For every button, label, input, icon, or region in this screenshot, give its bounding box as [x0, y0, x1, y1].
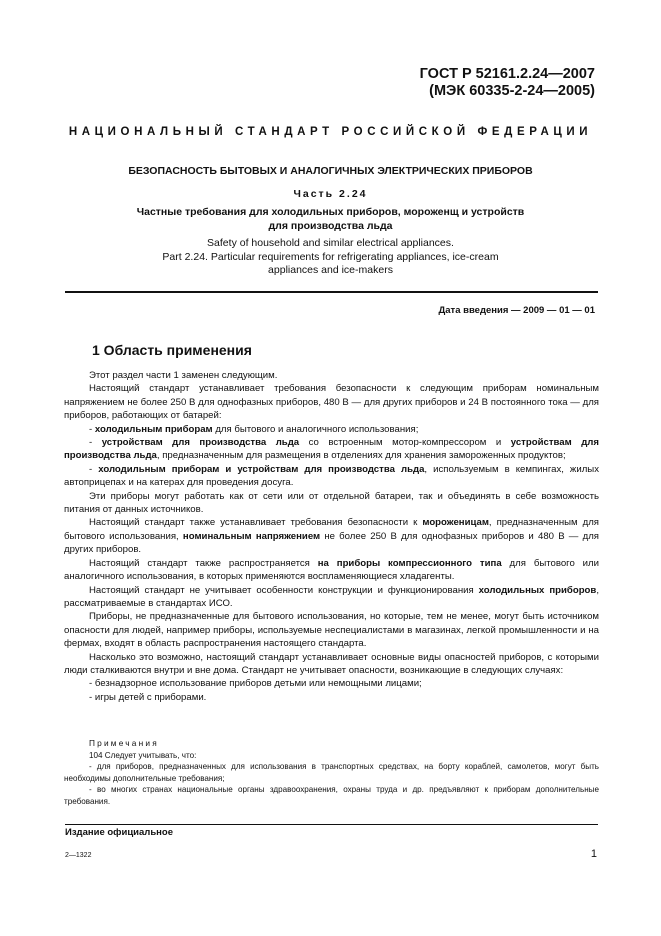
subtitle-en-line: Part 2.24. Particular requirements for refrigerating appliances, ice-cream [162, 250, 499, 263]
footer-divider [65, 824, 598, 825]
paragraph: Настоящий стандарт устанавливает требования безопасности к следующим приборам номинальным напряжением не более 250 В для однофазных приборов, 480 В — для других приборов и 24 В постоянного тока — для приборов, работающих от батарей: [64, 383, 599, 422]
list-text: со встроенным мотор-компрессором и [299, 437, 511, 449]
print-code: 2—1322 [65, 852, 92, 859]
paragraph: Этот раздел части 1 заменен следующим. [89, 370, 278, 381]
standard-number: ГОСТ Р 52161.2.24—2007 [419, 66, 595, 82]
term-bold: устройствам для производства льда [64, 437, 599, 462]
text-run: не более 250 В для однофазных приборов и 480 В — для других приборов. [64, 530, 599, 556]
subtitle-en-line: Safety of household and similar electrical appliances. [207, 237, 454, 249]
list-dash: - [89, 437, 102, 449]
subtitle-english [100, 237, 561, 278]
term-bold: устройствам для производства льда [101, 437, 300, 449]
text-run: , предназначенным для бытового использования, [64, 517, 599, 542]
paragraph: Приборы, не предназначенные для бытового использования, но которые, тем не менее, могут быть источником опасности для людей, например приборы, используемые неспециалистами в магазинах, легкой промышленности и на фермах, входят в область распространения настоящего стандарта. [64, 611, 599, 650]
term-bold: холодильных приборов [478, 584, 597, 596]
list-item: - игры детей с приборами. [89, 691, 207, 703]
text-run: для бытового или аналогичного использования, в которых применяются воспламеняющиеся хладагенты. [64, 557, 599, 583]
subtitle-ru-line: Частные требования для холодильных приборов, мороженщ и устройств [136, 206, 525, 218]
subtitle-russian [100, 205, 561, 233]
introduction-date: Дата введения — 2009 — 01 — 01 [438, 305, 595, 316]
list-item [64, 463, 599, 490]
paragraph: Эти приборы могут работать как от сети или от отдельной батареи, так и объединять в себе возможность питания от данных источников. [64, 490, 599, 516]
notes-title: Примечания [89, 738, 159, 748]
paragraph [64, 584, 599, 611]
text-run: Настоящий стандарт также устанавливает требования безопасности к [89, 517, 423, 529]
paragraph [64, 516, 599, 556]
text-run: Настоящий стандарт не учитывает особенности конструкции и функционирования [89, 584, 479, 596]
official-edition-label: Издание официальное [65, 827, 173, 838]
page-number: 1 [590, 848, 597, 860]
list-dash: - [89, 423, 95, 435]
national-standard-title: НАЦИОНАЛЬНЫЙ СТАНДАРТ РОССИЙСКОЙ ФЕДЕРАЦИИ [68, 126, 593, 138]
section-title: 1 Область применения [92, 342, 252, 358]
list-text: для бытового и аналогичного использования; [212, 423, 419, 435]
standard-number-block [420, 66, 595, 100]
term-bold: мороженицам [422, 517, 489, 529]
term-bold: номинальным напряжением [182, 530, 321, 542]
note-item: - во многих странах национальные органы здравоохранения, охраны труда и др. предъявляют к приборам дополнительные требования. [64, 785, 599, 806]
notes-block [64, 738, 599, 808]
iec-number: (МЭК 60335-2-24—2005) [429, 83, 595, 99]
part-title: Часть 2.24 [293, 188, 368, 200]
list-dash: - [89, 463, 99, 475]
document-title: БЕЗОПАСНОСТЬ БЫТОВЫХ И АНАЛОГИЧНЫХ ЭЛЕКТРИЧЕСКИХ ПРИБОРОВ [128, 165, 533, 177]
term-bold: на приборы компрессионного типа [317, 557, 502, 569]
term-bold: холодильным приборам и устройствам для производства льда [98, 463, 425, 475]
list-item: - безнадзорное использование приборов детьми или немощными лицами; [89, 678, 422, 690]
term-bold: холодильным приборам [94, 423, 213, 435]
list-item [64, 423, 599, 436]
list-text: , предназначенным для размещения в отделениях для хранения замороженных продуктов; [156, 450, 566, 462]
header-divider [65, 291, 598, 293]
list-text: , используемым в кемпингах, жилых автоприцепах и на катерах для проведения досуга. [64, 463, 600, 489]
section-body [64, 369, 599, 704]
text-run: Настоящий стандарт также распространяется [89, 557, 318, 569]
note-item: 104 Следует учитывать, что: [89, 750, 197, 760]
paragraph [64, 557, 599, 584]
paragraph: Насколько это возможно, настоящий стандарт устанавливает основные виды опасностей приборов, с которыми люди сталкиваются внутри и вне дома. Стандарт не учитывает опасности, возникающие в следующих случаях: [64, 651, 599, 676]
subtitle-en-line: appliances and ice-makers [268, 264, 393, 276]
note-item: - для приборов, предназначенных для использования в транспортных средствах, на борту кораблей, самолетов, могут быть необходимы дополнительные требования; [64, 762, 599, 783]
subtitle-ru-line: для производства льда [268, 220, 393, 232]
text-run: , рассматриваемые в стандартах ИСО. [64, 584, 599, 609]
list-item [64, 436, 599, 463]
